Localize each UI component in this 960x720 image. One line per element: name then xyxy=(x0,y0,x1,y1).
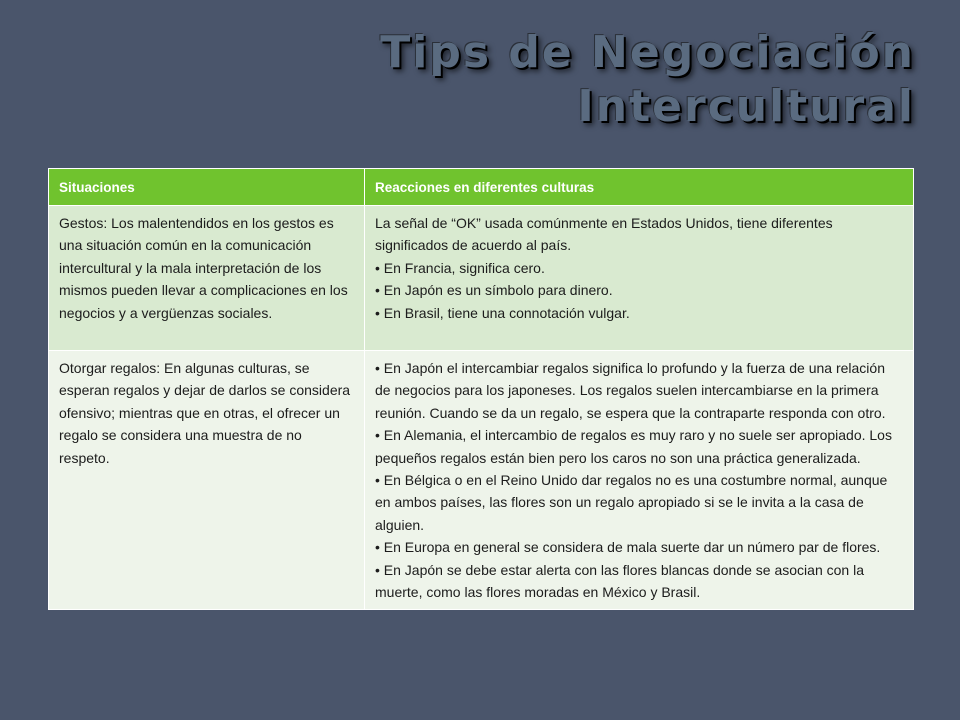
reaction-bullet: • En Alemania, el intercambio de regalos es muy raro y no suele ser apropiado. Los pequeños regalos están bien pero los caros no son una práctica generalizada. xyxy=(375,427,892,466)
reaction-bullet: • En Europa en general se considera de mala suerte dar un número par de flores. xyxy=(375,539,881,556)
reaction-bullet: • En Francia, significa cero. xyxy=(375,259,545,276)
header-situaciones: Situaciones xyxy=(49,169,365,206)
table-row xyxy=(49,206,914,351)
table-row xyxy=(49,351,914,610)
reaction-bullet: • En Japón se debe estar alerta con las flores blancas donde se asocian con la muerte, como las flores moradas en México y Brasil. xyxy=(375,561,864,601)
reaction-text: La señal de “OK” usada comúnmente en Estados Unidos, tiene diferentes significados de acuerdo al país. xyxy=(375,215,833,254)
negotiation-tips-table xyxy=(48,168,914,610)
reaction-bullet: • En Brasil, tiene una connotación vulgar. xyxy=(375,304,630,321)
slide-title-line-1: Tips de Negociación xyxy=(380,27,915,78)
situation-cell: Otorgar regalos: En algunas culturas, se esperan regalos y dejar de darlos se considera ofensivo; mientras que en otras, el ofrecer un regalo se considera una muestra de no respeto. xyxy=(49,351,365,610)
reaction-bullet: • En Japón el intercambiar regalos significa lo profundo y la fuerza de una relación de negocios para los japoneses. Los regalos suelen intercambiarse en la primera reunión. Cuando se da un regalo, se espera que la contraparte responda con otro. xyxy=(375,360,886,421)
header-reacciones: Reacciones en diferentes culturas xyxy=(365,169,914,206)
reactions-cell xyxy=(365,351,914,610)
slide-title xyxy=(215,26,915,134)
situation-cell: Gestos: Los malentendidos en los gestos es una situación común en la comunicación intercultural y la mala interpretación de los mismos pueden llevar a complicaciones en los negocios y a vergüenzas sociales. xyxy=(49,206,365,351)
reactions-cell xyxy=(365,206,914,351)
reaction-bullet: • En Japón es un símbolo para dinero. xyxy=(375,282,613,299)
table-header-row xyxy=(49,169,914,206)
slide-title-line-2: Intercultural xyxy=(577,81,915,132)
reaction-bullet: • En Bélgica o en el Reino Unido dar regalos no es una costumbre normal, aunque en ambos países, las flores son un regalo apropiado si se le invita a la casa de alguien. xyxy=(375,472,888,533)
